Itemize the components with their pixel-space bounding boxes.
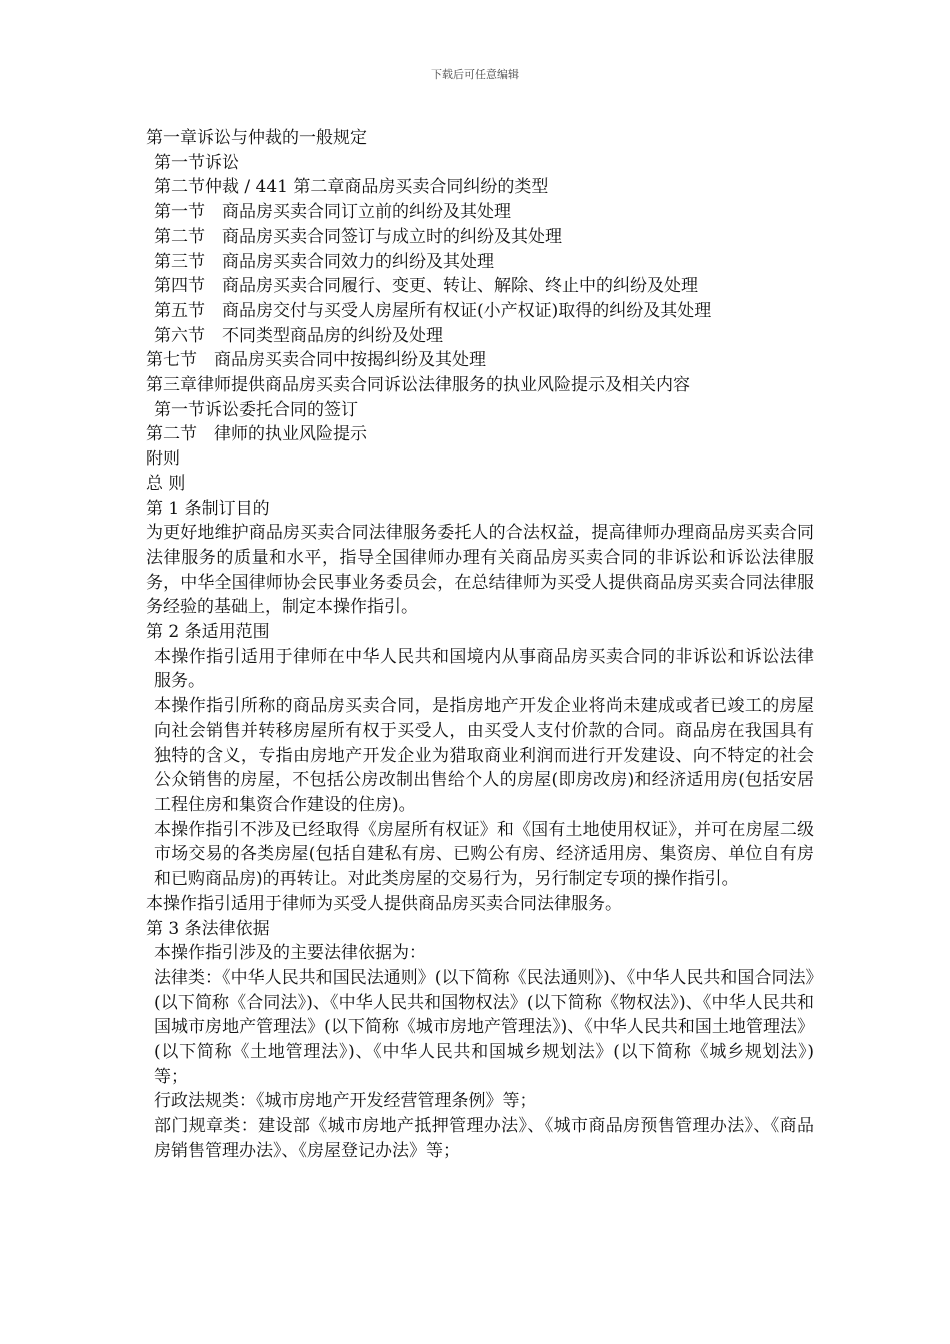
paragraph: 法律类：《中华人民共和国民法通则》(以下简称《民法通则》)、《中华人民共和国合同法》(以下简称《合同法》)、《中华人民共和国物权法》(以下简称《物权法》)、《中华人民共和国城市房地产管理法》(以下简称《城市房地产管理法》)、《中华人民共和国土地管理法》(以下简称《土地管理法》)、《中华人民共和国城乡规划法》(以下简称《城乡规划法》)等； — [154, 967, 814, 1087]
document-body — [146, 126, 814, 1164]
toc-line: 第三章律师提供商品房买卖合同诉讼法律服务的执业风险提示及相关内容 — [146, 375, 690, 396]
toc-line: 第四节 商品房买卖合同履行、变更、转让、解除、终止中的纠纷及处理 — [154, 276, 698, 297]
paragraph: 本操作指引涉及的主要法律依据为： — [154, 943, 426, 964]
paragraph: 本操作指引不涉及已经取得《房屋所有权证》和《国有土地使用权证》，并可在房屋二级市场交易的各类房屋(包括自建私有房、已购公有房、经济适用房、集资房、单位自有房和已购商品房)的再转让。对此类房屋的交易行为，另行制定专项的操作指引。 — [154, 819, 814, 890]
toc-line: 第三节 商品房买卖合同效力的纠纷及其处理 — [154, 251, 494, 272]
toc-line: 附则 — [146, 449, 180, 470]
toc-line: 第七节 商品房买卖合同中按揭纠纷及其处理 — [146, 350, 486, 371]
toc-line: 第五节 商品房交付与买受人房屋所有权证(小产权证)取得的纠纷及其处理 — [154, 300, 712, 321]
paragraph: 本操作指引适用于律师为买受人提供商品房买卖合同法律服务。 — [146, 893, 622, 914]
paragraph: 行政法规类：《城市房地产开发经营管理条例》等； — [154, 1091, 537, 1112]
toc-line: 第一节 商品房买卖合同订立前的纠纷及其处理 — [154, 202, 511, 223]
paragraph: 部门规章类：建设部《城市房地产抵押管理办法》、《城市商品房预售管理办法》、《商品房销售管理办法》、《房屋登记办法》等； — [154, 1116, 814, 1161]
toc-line: 第一节诉讼委托合同的签订 — [154, 399, 358, 420]
toc-line: 第二节 商品房买卖合同签订与成立时的纠纷及其处理 — [154, 226, 562, 247]
page-header-note: 下载后可任意编辑 — [431, 68, 519, 81]
article-heading: 第 1 条制订目的 — [146, 498, 270, 519]
paragraph: 本操作指引适用于律师在中华人民共和国境内从事商品房买卖合同的非诉讼和诉讼法律服务。 — [154, 646, 814, 692]
section-heading: 总 则 — [146, 473, 186, 494]
article-heading: 第 2 条适用范围 — [146, 622, 270, 643]
toc-line: 第二节仲裁 / 441 第二章商品房买卖合同纠纷的类型 — [154, 177, 549, 198]
toc-line: 第二节 律师的执业风险提示 — [146, 424, 367, 445]
table-of-contents — [146, 126, 814, 472]
toc-line: 第一章诉讼与仲裁的一般规定 — [146, 128, 367, 148]
toc-line: 第六节 不同类型商品房的纠纷及处理 — [154, 325, 443, 346]
toc-line: 第一节诉讼 — [154, 152, 239, 173]
main-text — [146, 472, 814, 1164]
paragraph: 为更好地维护商品房买卖合同法律服务委托人的合法权益，提高律师办理商品房买卖合同法律服务的质量和水平，指导全国律师办理有关商品房买卖合同的非诉讼和诉讼法律服务，中华全国律师协会民事业务委员会，在总结律师为买受人提供商品房买卖合同法律服务经验的基础上，制定本操作指引。 — [146, 523, 814, 618]
paragraph: 本操作指引所称的商品房买卖合同，是指房地产开发企业将尚未建成或者已竣工的房屋向社会销售并转移房屋所有权于买受人，由买受人支付价款的合同。商品房在我国具有独特的含义，专指由房地产开发企业为猎取商业利润而进行开发建设、向不特定的社会公众销售的房屋，不包括公房改制出售给个人的房屋(即房改房)和经济适用房(包括安居工程住房和集资合作建设的住房)。 — [154, 696, 814, 815]
article-heading: 第 3 条法律依据 — [146, 918, 270, 939]
